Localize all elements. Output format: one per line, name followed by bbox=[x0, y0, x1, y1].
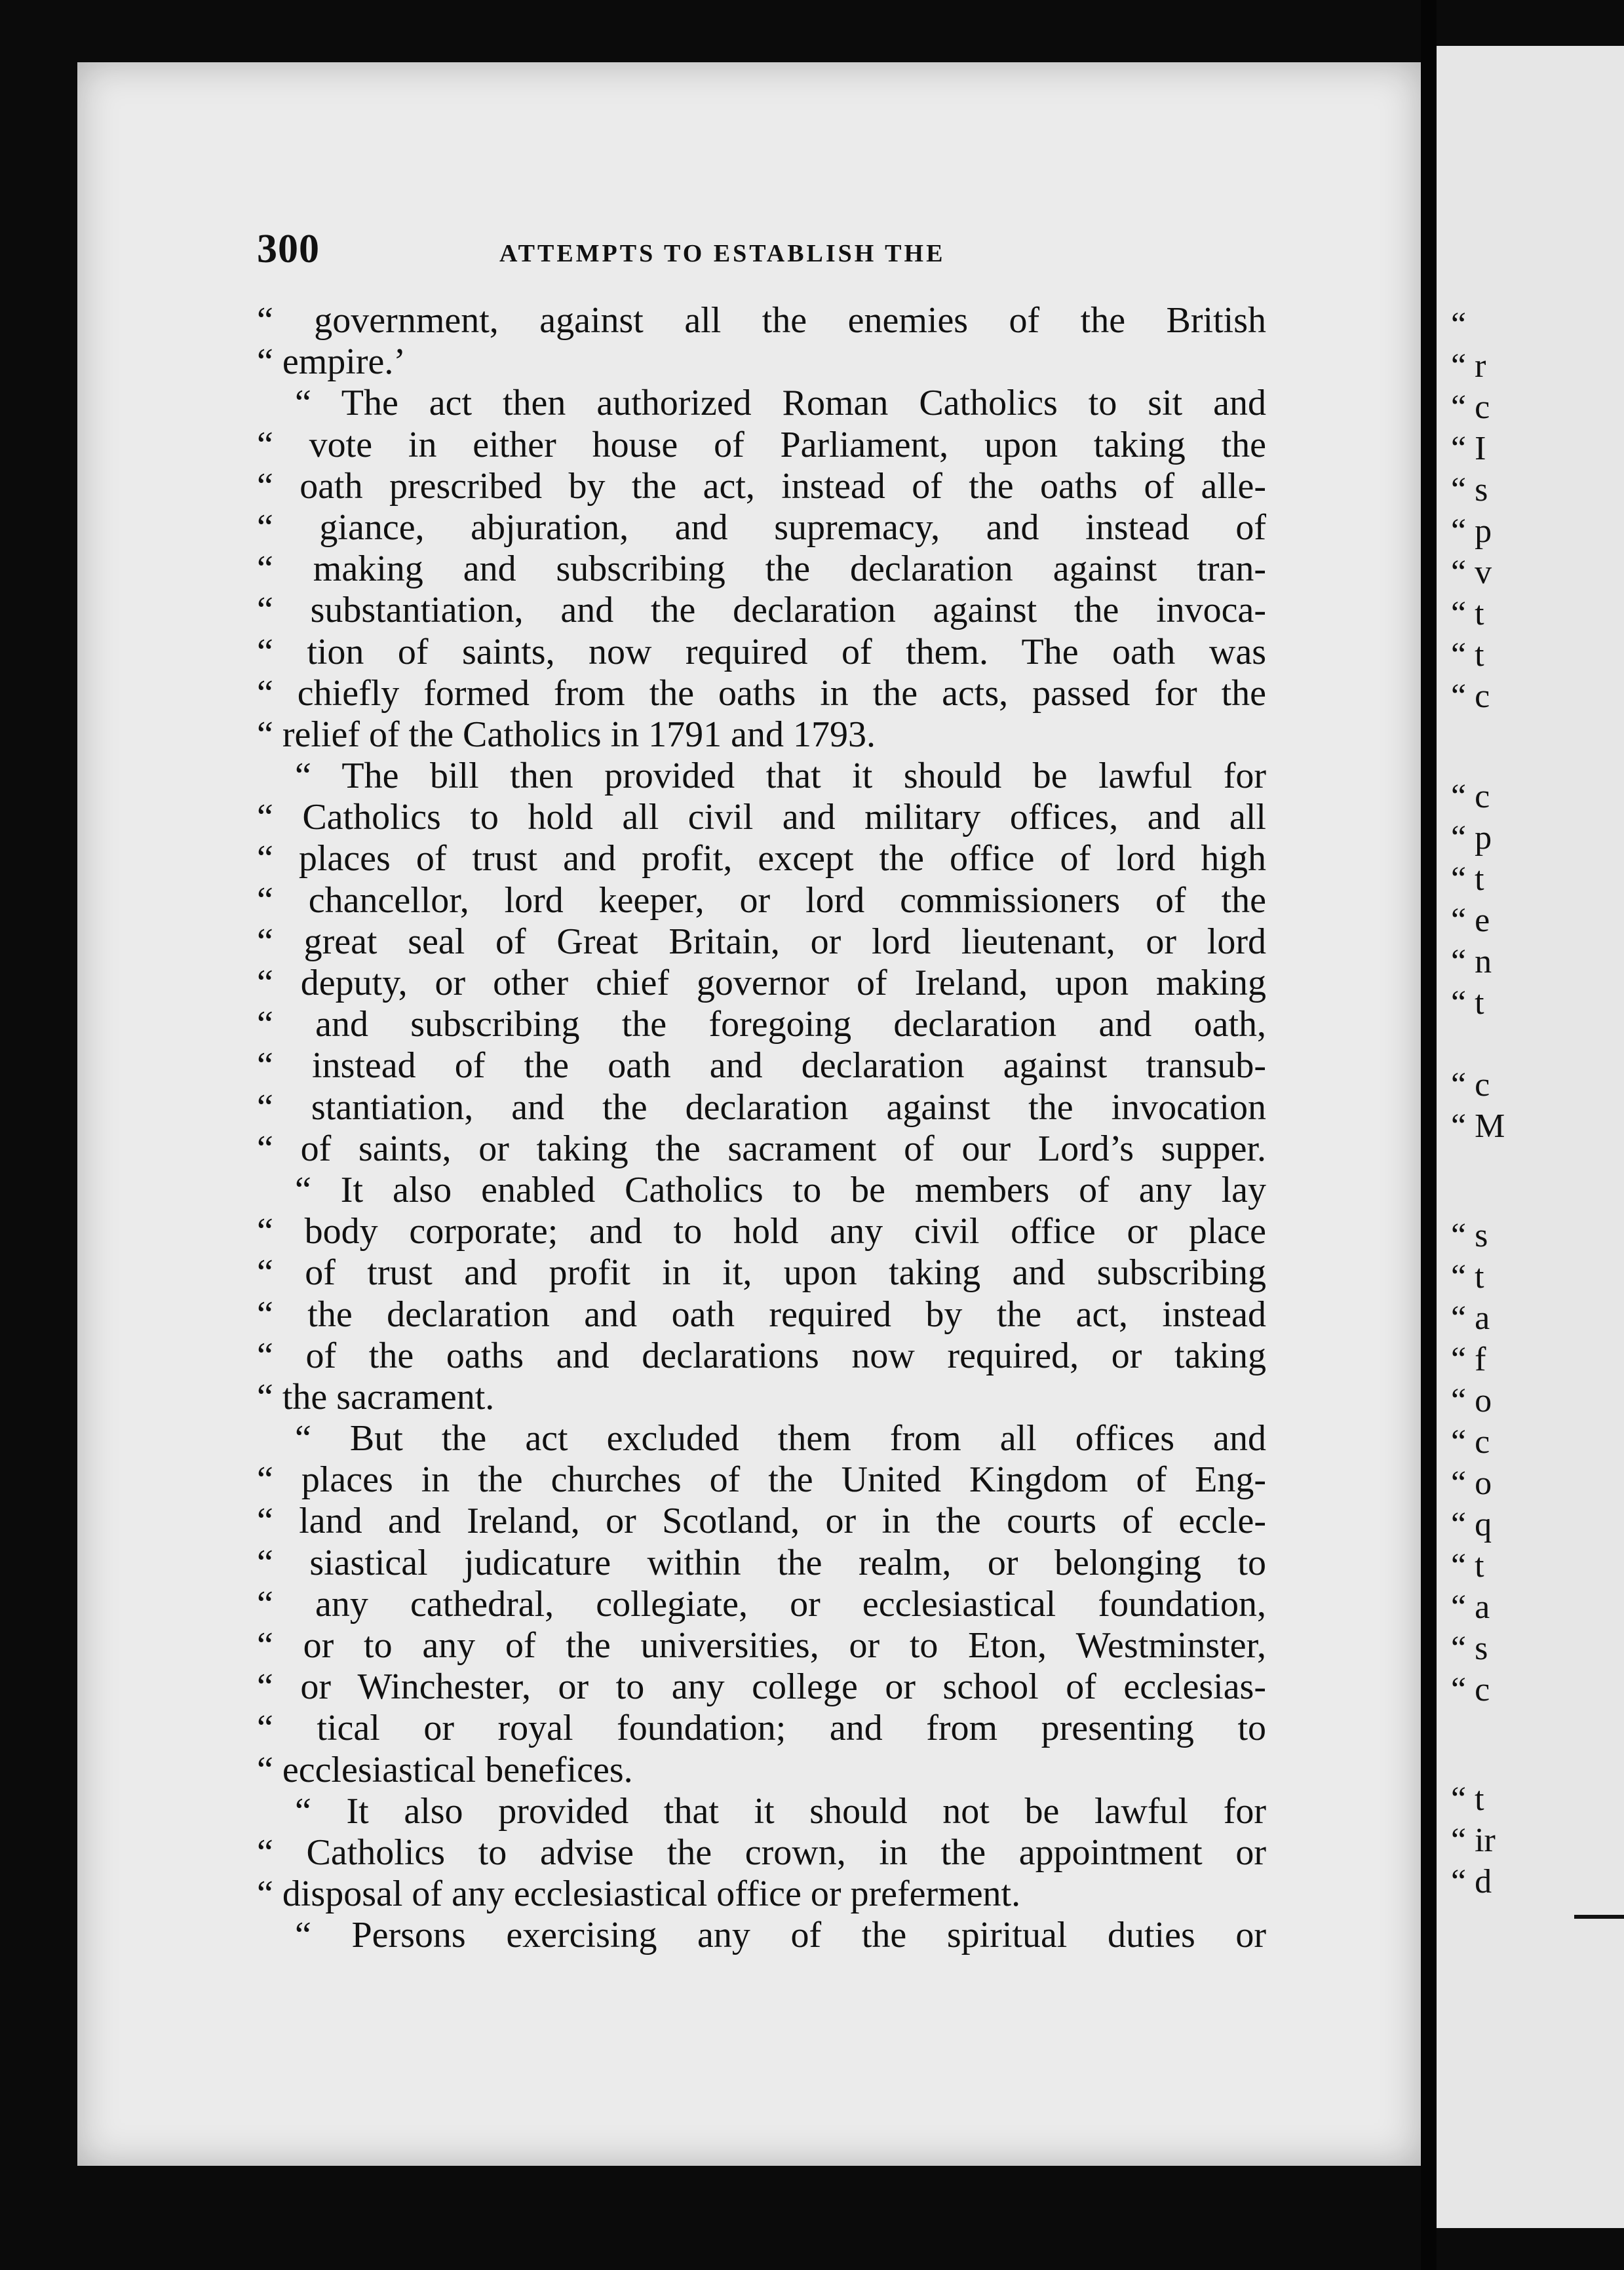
facing-line-fragment: “ f bbox=[1451, 1341, 1486, 1378]
facing-line-fragment: “ c bbox=[1451, 1066, 1490, 1104]
facing-page-rule bbox=[1574, 1915, 1624, 1919]
text-line: “ of saints, or taking the sacrament of our Lord’s supper. bbox=[257, 1128, 1266, 1169]
text-line: “ any cathedral, collegiate, or ecclesiastical foundation, bbox=[257, 1583, 1266, 1625]
text-line: “ making and subscribing the declaration against tran- bbox=[257, 548, 1266, 590]
facing-line-fragment: “ e bbox=[1451, 902, 1490, 939]
text-line: “ of trust and profit in it, upon taking and subscribing bbox=[257, 1252, 1266, 1294]
facing-line-fragment: “ M bbox=[1451, 1107, 1505, 1145]
text-line: “ It also provided that it should not be lawful for bbox=[295, 1790, 1266, 1832]
text-line: “ or to any of the universities, or to Eton, Westminster, bbox=[257, 1625, 1266, 1666]
text-line: “ government, against all the enemies of the British bbox=[257, 300, 1266, 341]
text-line: “ giance, abjuration, and supremacy, and instead of bbox=[257, 507, 1266, 548]
text-line: “ disposal of any ecclesiastical office or preferment. bbox=[257, 1874, 1021, 1915]
facing-line-fragment: “ c bbox=[1451, 1423, 1490, 1461]
text-line: “ relief of the Catholics in 1791 and 1793. bbox=[257, 714, 876, 755]
facing-line-fragment: “ bbox=[1451, 306, 1467, 343]
text-line: “ The act then authorized Roman Catholics to sit and bbox=[295, 383, 1266, 424]
text-line: “ places in the churches of the United Kingdom of Eng- bbox=[257, 1459, 1266, 1501]
text-line: “ and subscribing the foregoing declaration and oath, bbox=[257, 1004, 1266, 1045]
text-line: “ body corporate; and to hold any civil office or place bbox=[257, 1211, 1266, 1252]
book-gutter bbox=[1421, 0, 1437, 2270]
text-line: “ ecclesiastical benefices. bbox=[257, 1749, 633, 1790]
text-line: “ Catholics to hold all civil and military offices, and all bbox=[257, 797, 1266, 838]
facing-line-fragment: “ c bbox=[1451, 389, 1490, 426]
page-number: 300 bbox=[257, 227, 320, 271]
text-line: “ The bill then provided that it should be lawful for bbox=[295, 756, 1266, 797]
text-line: “ or Winchester, or to any college or school of ecclesias- bbox=[257, 1666, 1266, 1708]
text-line: “ the declaration and oath required by the act, instead bbox=[257, 1294, 1266, 1335]
facing-line-fragment: “ p bbox=[1451, 819, 1492, 856]
text-line: “ It also enabled Catholics to be members of any lay bbox=[295, 1169, 1266, 1210]
text-line: “ oath prescribed by the act, instead of the oaths of alle- bbox=[257, 465, 1266, 507]
page-header bbox=[257, 226, 1266, 279]
facing-line-fragment: “ a bbox=[1451, 1299, 1490, 1337]
facing-line-fragment: “ t bbox=[1451, 595, 1484, 632]
text-line: “ instead of the oath and declaration against transub- bbox=[257, 1045, 1266, 1087]
facing-line-fragment: “ s bbox=[1451, 1217, 1488, 1254]
facing-line-fragment: “ t bbox=[1451, 636, 1484, 674]
facing-line-fragment: “ n bbox=[1451, 943, 1492, 980]
body-text bbox=[257, 300, 1266, 1957]
text-line: “ deputy, or other chief governor of Ireland, upon making bbox=[257, 963, 1266, 1003]
facing-line-fragment: “ t bbox=[1451, 860, 1484, 898]
facing-line-fragment: “ ir bbox=[1451, 1822, 1496, 1859]
text-line: “ Catholics to advise the crown, in the appointment or bbox=[257, 1832, 1266, 1873]
facing-line-fragment: “ c bbox=[1451, 778, 1490, 815]
facing-line-fragment: “ s bbox=[1451, 1630, 1488, 1667]
text-line: “ substantiation, and the declaration against the invoca- bbox=[257, 590, 1266, 631]
running-head: ATTEMPTS TO ESTABLISH THE bbox=[499, 240, 946, 267]
facing-line-fragment: “ t bbox=[1451, 1780, 1484, 1818]
text-line: “ of the oaths and declarations now required, or taking bbox=[257, 1335, 1266, 1376]
facing-line-fragment: “ d bbox=[1451, 1863, 1492, 1900]
facing-line-fragment: “ q bbox=[1451, 1506, 1492, 1543]
facing-line-fragment: “ c bbox=[1451, 678, 1490, 715]
facing-line-fragment: “ a bbox=[1451, 1588, 1490, 1626]
facing-page bbox=[1437, 46, 1624, 2228]
facing-line-fragment: “ t bbox=[1451, 1547, 1484, 1585]
text-line: “ vote in either house of Parliament, upon taking the bbox=[257, 424, 1266, 465]
facing-line-fragment: “ t bbox=[1451, 984, 1484, 1022]
text-line: “ empire.’ bbox=[257, 341, 406, 383]
facing-line-fragment: “ o bbox=[1451, 1382, 1492, 1419]
facing-line-fragment: “ I bbox=[1451, 430, 1486, 467]
text-line: “ land and Ireland, or Scotland, or in the courts of eccle- bbox=[257, 1501, 1266, 1542]
facing-line-fragment: “ t bbox=[1451, 1258, 1484, 1296]
text-line: “ tion of saints, now required of them. The oath was bbox=[257, 631, 1266, 672]
facing-line-fragment: “ v bbox=[1451, 554, 1492, 591]
text-line: “ great seal of Great Britain, or lord lieutenant, or lord bbox=[257, 921, 1266, 962]
facing-line-fragment: “ s bbox=[1451, 471, 1488, 509]
text-line: “ chiefly formed from the oaths in the acts, passed for the bbox=[257, 672, 1266, 714]
text-line: “ places of trust and profit, except the office of lord high bbox=[257, 838, 1266, 879]
text-line: “ stantiation, and the declaration against the invocation bbox=[257, 1087, 1266, 1128]
text-line: “ Persons exercising any of the spiritual duties or bbox=[295, 1915, 1266, 1956]
facing-line-fragment: “ c bbox=[1451, 1671, 1490, 1708]
text-line: “ chancellor, lord keeper, or lord commissioners of the bbox=[257, 879, 1266, 921]
facing-line-fragment: “ r bbox=[1451, 347, 1486, 385]
text-line: “ the sacrament. bbox=[257, 1376, 495, 1417]
text-line: “ tical or royal foundation; and from presenting to bbox=[257, 1708, 1266, 1749]
facing-line-fragment: “ o bbox=[1451, 1465, 1492, 1502]
text-line: “ But the act excluded them from all offices and bbox=[295, 1418, 1266, 1459]
text-line: “ siastical judicature within the realm, or belonging to bbox=[257, 1542, 1266, 1583]
facing-line-fragment: “ p bbox=[1451, 512, 1492, 550]
